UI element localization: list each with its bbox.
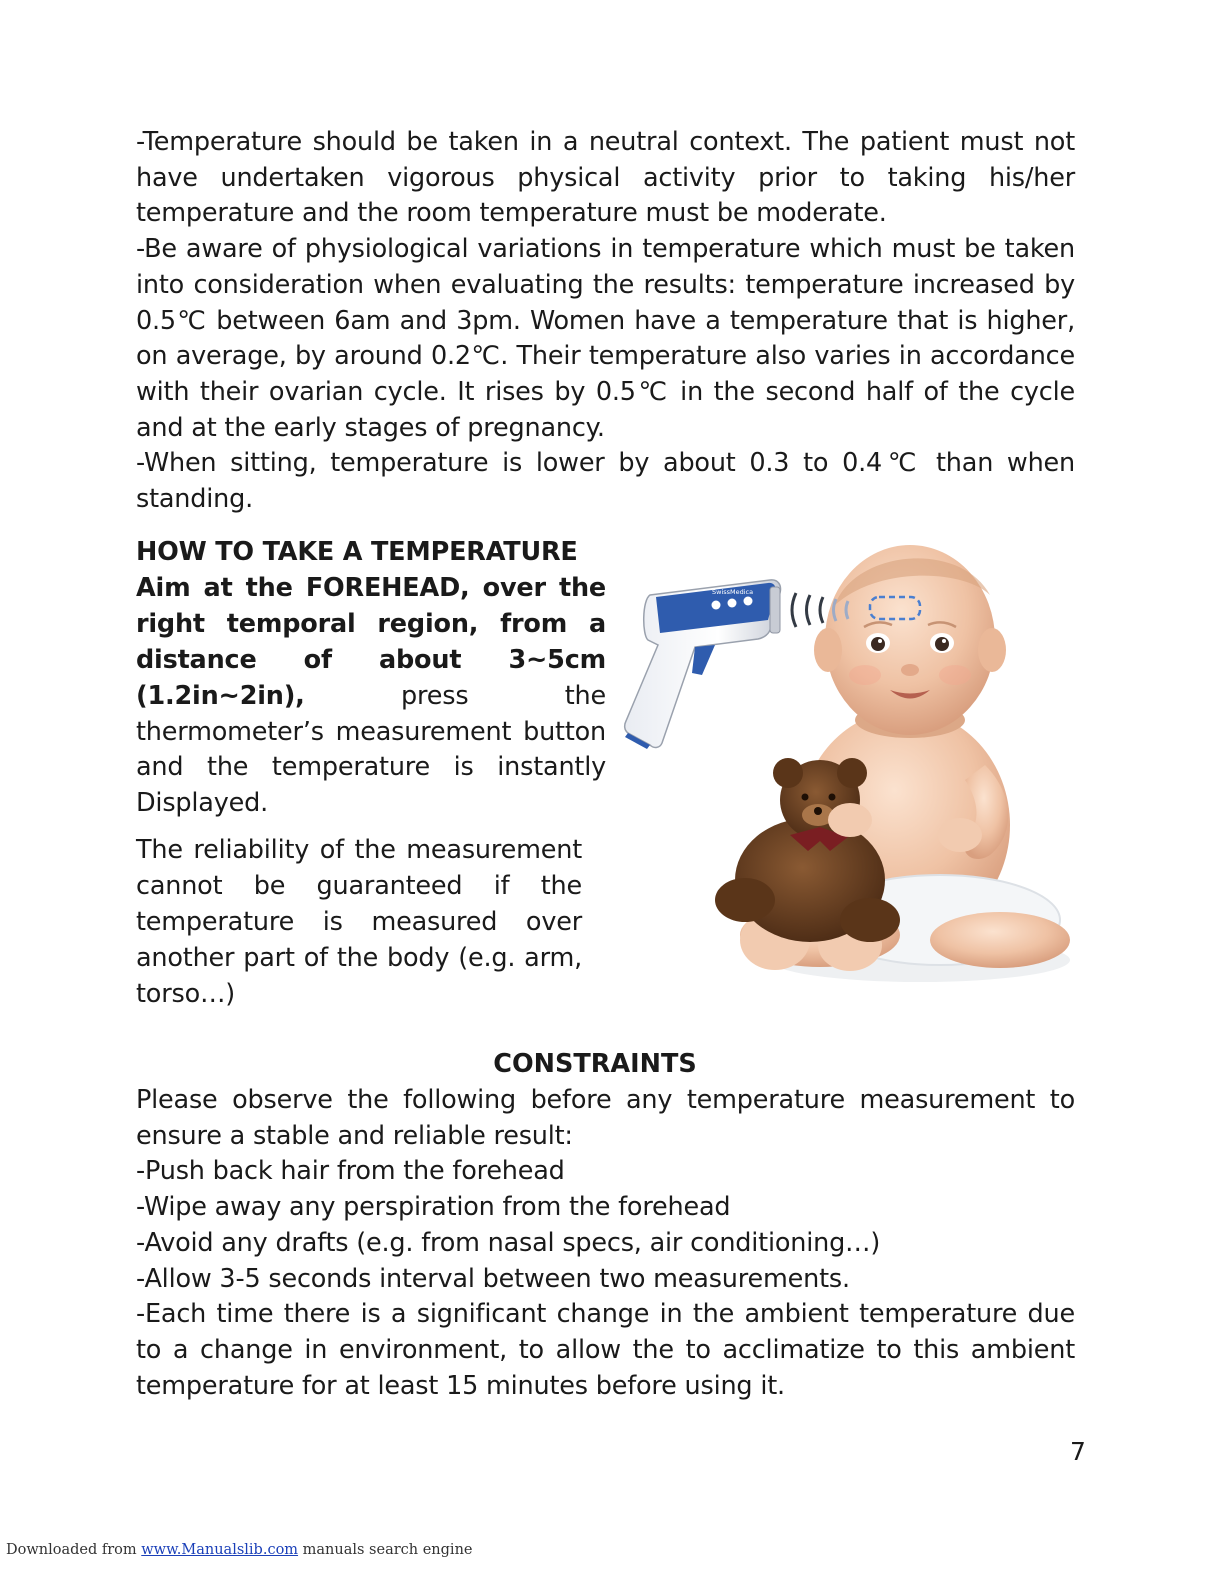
intro-paragraph: -When sitting, temperature is lower by about 0.3 to 0.4℃ than when standing. [136,448,1075,515]
intro-paragraph: -Be aware of physiological variations in temperature which must be taken into consideration when evaluating the results: temperature increased by 0.5℃ between 6am and 3pm. Women have a temperature that is higher, on average, by around 0.2℃. Their temperature also varies in accordance with their ovarian cycle. It rises by 0.5℃ in the second half of the cycle and at the early stages of pregnancy. [136,234,1075,443]
thermometer-brand: SwissMedica [712,588,754,596]
constraints-section [136,1083,1075,1404]
howto-bold-instructions: Aim at the FOREHEAD, over the right temporal region, from a distance of about 3~5cm (1.2in~2in), [136,572,606,711]
constraints-title: CONSTRAINTS [493,1049,697,1079]
constraints-item: -Each time there is a significant change in the ambient temperature due to a change in environment, to allow the to acclimatize to this ambient temperature for at least 15 minutes before using it. [136,1299,1075,1401]
constraints-item: -Push back hair from the forehead [136,1156,565,1187]
howto-instructions: press the thermometer’s measurement button and the temperature is instantly Displayed. [136,680,607,819]
download-footer [6,1542,473,1558]
baby-thermometer-illustration [620,535,1080,990]
constraints-item: -Allow 3-5 seconds interval between two measurements. [136,1263,850,1294]
footer-suffix: manuals search engine [302,1542,473,1558]
howto-section [136,535,606,822]
intro-section [136,125,1075,518]
howto-title: HOW TO TAKE A TEMPERATURE [136,537,578,567]
reliability-note: The reliability of the measurement cannot be guaranteed if the temperature is measured over another part of the body (e.g. arm, torso…) [136,835,582,1009]
infrared-wave-icon [792,593,823,627]
manualslib-link[interactable]: www.Manualslib.com [141,1542,299,1558]
constraints-item: -Wipe away any perspiration from the forehead [136,1192,731,1223]
infrared-thermometer [625,580,781,749]
intro-paragraph: -Temperature should be taken in a neutral context. The patient must not have undertaken vigorous physical activity prior to taking his/her temperature and the room temperature must be moderate. [136,127,1075,229]
constraints-item: -Avoid any drafts (e.g. from nasal specs, air conditioning…) [136,1227,881,1258]
footer-prefix: Downloaded from [6,1542,137,1558]
constraints-intro: Please observe the following before any temperature measurement to ensure a stable and reliable result: [136,1085,1075,1151]
page-number: 7 [1070,1437,1086,1466]
